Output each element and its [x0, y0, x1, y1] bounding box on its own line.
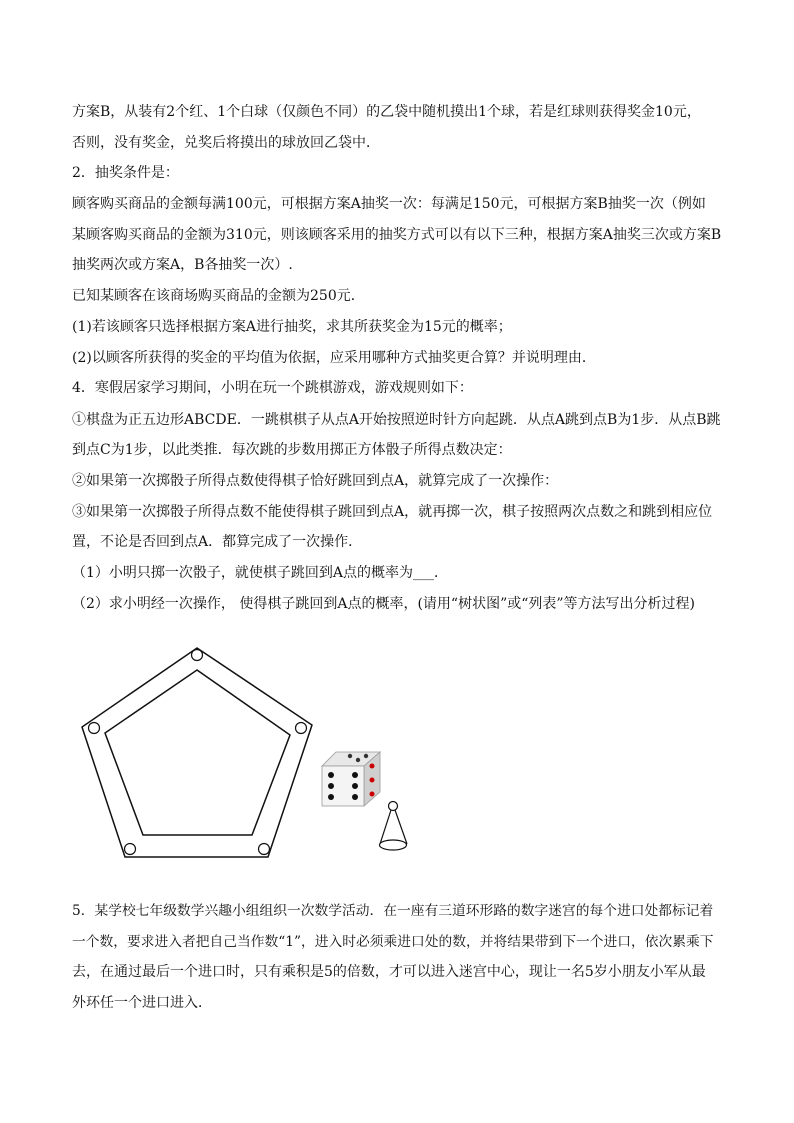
- board-circle: [192, 650, 203, 661]
- text-line: 4．寒假居家学习期间，小明在玩一个跳棋游戏，游戏规则如下：: [72, 380, 473, 396]
- text-line: 抽奖两次或方案A，B各抽奖一次）.: [72, 257, 293, 273]
- text-line: 顾客购买商品的金额每满100元，可根据方案A抽奖一次：每满足150元，可根据方案B抽奖一次（例如: [72, 196, 706, 212]
- text-line: 到点C为1步，以此类推．每次跳的步数用掷正方体骰子所得点数决定：: [72, 442, 512, 458]
- text-line: (1)若该顾客只选择根据方案A进行抽奖，求其所获奖金为15元的概率；: [72, 319, 512, 335]
- text-line: ②如果第一次掷骰子所得点数使得棋子恰好跳回到点A，就算完成了一次操作：: [72, 473, 559, 489]
- text-line: 已知某顾客在该商场购买商品的金额为250元．: [72, 288, 365, 304]
- text-line: ①棋盘为正五边形ABCDE．一跳棋棋子从点A开始按照逆时针方向起跳．从点A跳到点B为1步．从点B跳: [72, 412, 721, 428]
- text-line: 5．某学校七年级数学兴趣小组组织一次数学活动．在一座有三道环形路的数字迷宫的每个进口处都标记着: [72, 903, 714, 919]
- board-circle: [125, 844, 136, 855]
- text-line: 方案B，从装有2个红、1个白球（仅颜色不同）的乙袋中随机摸出1个球，若是红球则获得奖金10元，: [72, 104, 701, 120]
- text-line: 去，在通过最后一个进口时，只有乘积是5的倍数，才可以进入迷宫中心，现让一名5岁小朋友小军从最: [72, 964, 706, 980]
- text-line: ③如果第一次掷骰子所得点数不能使得棋子跳回到点A，就再掷一次，棋子按照两次点数之和跳到相应位: [72, 504, 713, 520]
- text-line: (2)以顾客所获得的奖金的平均值为依据，应采用哪种方式抽奖更合算？并说明理由．: [72, 350, 596, 366]
- board-circle: [296, 723, 307, 734]
- dice-icon: [322, 752, 380, 806]
- text-line: 置，不论是否回到点A．都算完成了一次操作．: [72, 534, 363, 550]
- text-line: 2．抽奖条件是：: [72, 165, 179, 181]
- text-line: （1）小明只掷一次骰子，就使棋子跳回到A点的概率为___．: [72, 565, 449, 581]
- text-line: 外环任一个进口进入．: [72, 995, 212, 1011]
- board-circle: [89, 723, 100, 734]
- text-line: 某顾客购买商品的金额为310元，则该顾客采用的抽奖方式可以有以下三种，根据方案A抽奖三次或方案B: [72, 227, 722, 243]
- board-circle: [259, 844, 270, 855]
- game-piece-icon: [380, 802, 408, 851]
- text-line: （2）求小明经一次操作， 使得棋子跳回到A点的概率，(请用“树状图”或“列表”等方法写出分析过程): [72, 596, 696, 612]
- pentagon-board: [82, 648, 312, 857]
- text-line: 一个数，要求进入者把自己当作数“1”，进入时必须乘进口处的数，并将结果带到下一个进口，依次累乘下: [72, 934, 714, 950]
- text-line: 否则，没有奖金，兑奖后将摸出的球放回乙袋中．: [72, 135, 380, 151]
